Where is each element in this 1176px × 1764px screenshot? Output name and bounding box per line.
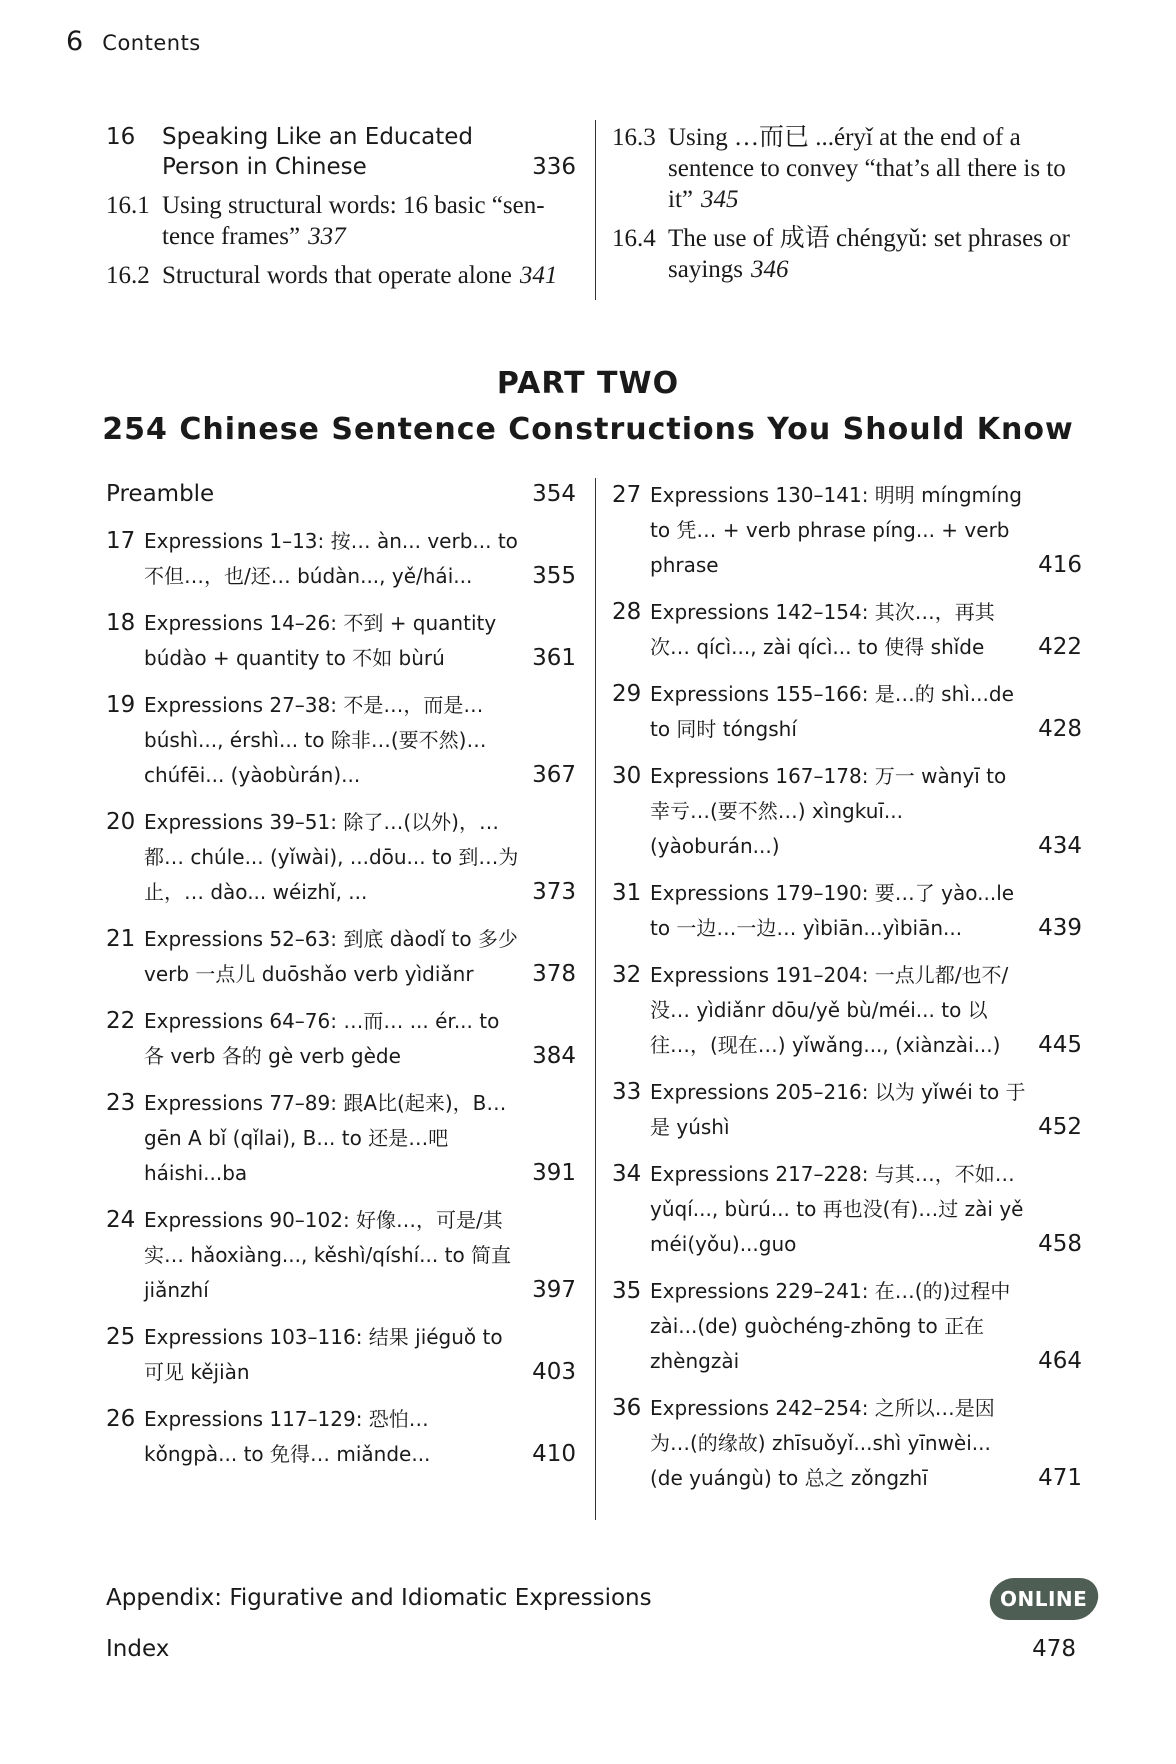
toc-entry[interactable] — [612, 1157, 1082, 1262]
toc-left-column — [106, 478, 576, 1484]
entry-number: 20 — [106, 809, 136, 835]
toc-entry[interactable] — [612, 677, 1082, 747]
entry-text: Expressions 130–141: 明明 míngmíng to 凭… + verb phrase píng... + verb phrase — [650, 483, 1022, 577]
page-number: 6 — [66, 26, 84, 57]
chapter-16-right-column — [612, 122, 1092, 285]
toc-entry[interactable] — [612, 478, 1082, 583]
toc-entry[interactable] — [106, 1086, 576, 1191]
section-16-3[interactable] — [612, 122, 1092, 215]
entry-text: Expressions 179–190: 要…了 yào...le to 一边…一边… yìbiān...yìbiān... — [650, 881, 1015, 940]
chapter-number: 16 — [106, 124, 136, 150]
entry-text: Expressions 39–51: 除了…(以外)，…都… chúle... (yǐwài), ...dōu... to 到…为止，… dào... wéizhǐ, ... — [144, 810, 519, 904]
entry-number: 27 — [612, 482, 642, 508]
toc-entry[interactable] — [106, 1203, 576, 1308]
entry-text: Expressions 14–26: 不到 + quantity búdào + quantity to 不如 bùrú — [144, 611, 497, 670]
part-label: PART TWO — [496, 366, 680, 401]
preamble-label: Preamble — [106, 481, 215, 507]
entry-text: Expressions 217–228: 与其…，不如… yǔqí..., bùrú... to 再也没(有)…过 zài yě méi(yǒu)...guo — [650, 1162, 1024, 1256]
toc-entry[interactable] — [612, 958, 1082, 1063]
toc-entry[interactable] — [106, 1402, 576, 1472]
toc-entry[interactable] — [612, 1391, 1082, 1496]
section-text — [668, 223, 1092, 285]
running-title: Contents — [102, 31, 201, 55]
entry-page: 391 — [532, 1160, 576, 1186]
chapter-16-left-column — [106, 122, 576, 291]
section-number: 16.1 — [106, 192, 150, 219]
entry-number: 30 — [612, 763, 642, 789]
index-label: Index — [106, 1636, 170, 1662]
entry-page: 439 — [1038, 915, 1082, 941]
chapter-16-heading[interactable] — [106, 122, 576, 182]
section-number: 16.2 — [106, 262, 150, 289]
toc-entry[interactable] — [612, 595, 1082, 665]
section-title: Using …而已 ...éryǐ at the end of a sentence to convey “that’s all there is to it” — [668, 124, 1066, 213]
entry-text: Expressions 242–254: 之所以…是因为…(的缘故) zhīsuǒyǐ...shì yīnwèi... (de yuángù) to 总之 zǒngzhī — [650, 1396, 995, 1490]
section-16-4[interactable] — [612, 223, 1092, 285]
toc-entry[interactable] — [612, 759, 1082, 864]
entry-number: 19 — [106, 692, 136, 718]
chapter-page: 336 — [532, 154, 576, 180]
chapter-title-line2: Person in Chinese — [162, 154, 367, 180]
entry-text: Expressions 64–76: …而… ... ér... to 各 verb 各的 gè verb gède — [144, 1009, 500, 1068]
entry-page: 378 — [532, 961, 576, 987]
entry-number: 34 — [612, 1161, 642, 1187]
section-page: 341 — [519, 262, 558, 289]
entry-page: 373 — [532, 879, 576, 905]
toc-entry[interactable] — [106, 688, 576, 793]
toc-entry[interactable] — [106, 524, 576, 594]
index-entry[interactable] — [106, 1636, 1076, 1662]
column-divider — [595, 120, 596, 300]
entry-page: 434 — [1038, 833, 1082, 859]
entry-text: Expressions 103–116: 结果 jiéguǒ to 可见 kějiàn — [144, 1325, 503, 1384]
online-badge[interactable] — [987, 1578, 1101, 1620]
online-badge-label: ONLINE — [1000, 1587, 1088, 1611]
toc-entry[interactable] — [612, 876, 1082, 946]
section-title: Using structural words: 16 basic “sen-tence frames” — [162, 192, 545, 250]
toc-left-list — [106, 524, 576, 1472]
entry-text: Expressions 229–241: 在…(的)过程中 zài...(de) guòchéng-zhōng to 正在 zhèngzài — [650, 1279, 1011, 1373]
entry-text: Expressions 90–102: 好像…，可是/其实… hǎoxiàng..., kěshì/qíshí... to 简直 jiǎnzhí — [144, 1208, 512, 1302]
preamble-page: 354 — [532, 481, 576, 507]
entry-page: 361 — [532, 645, 576, 671]
entry-page: 397 — [532, 1277, 576, 1303]
entry-number: 32 — [612, 962, 642, 988]
entry-page: 445 — [1038, 1032, 1082, 1058]
entry-number: 29 — [612, 681, 642, 707]
entry-page: 452 — [1038, 1114, 1082, 1140]
entry-text: Expressions 27–38: 不是…，而是… búshì..., érshì... to 除非…(要不然)… chúfēi... (yàobùrán)... — [144, 693, 487, 787]
entry-number: 35 — [612, 1278, 642, 1304]
section-page: 345 — [701, 186, 739, 213]
entry-text: Expressions 52–63: 到底 dàodǐ to 多少 verb 一点儿 duōshǎo verb yìdiǎnr — [144, 927, 518, 986]
section-text — [668, 122, 1092, 215]
entry-page: 410 — [532, 1441, 576, 1467]
section-page: 346 — [751, 256, 789, 283]
toc-entry[interactable] — [106, 1320, 576, 1390]
toc-entry[interactable] — [612, 1075, 1082, 1145]
section-number: 16.3 — [612, 124, 656, 151]
entry-text: Expressions 142–154: 其次…，再其次… qícì..., zài qícì... to 使得 shǐde — [650, 600, 995, 659]
section-16-2[interactable] — [106, 260, 576, 291]
entry-page: 384 — [532, 1043, 576, 1069]
section-text — [162, 260, 576, 291]
section-number: 16.4 — [612, 225, 656, 252]
section-page: 337 — [308, 223, 346, 250]
entry-page: 403 — [532, 1359, 576, 1385]
part-title: 254 Chinese Sentence Constructions You Should Know — [102, 412, 1074, 447]
section-text — [162, 190, 576, 252]
chapter-title-line1: Speaking Like an Educated — [162, 124, 474, 150]
toc-entry[interactable] — [106, 922, 576, 992]
entry-number: 23 — [106, 1090, 136, 1116]
entry-text: Expressions 77–89: 跟A比(起来)，B… gēn A bǐ (qǐlai), B... to 还是…吧 háishi...ba — [144, 1091, 507, 1185]
entry-number: 28 — [612, 599, 642, 625]
section-title: Structural words that operate alone — [162, 262, 512, 289]
entry-number: 22 — [106, 1008, 136, 1034]
entry-number: 33 — [612, 1079, 642, 1105]
toc-right-column — [612, 478, 1082, 1508]
entry-number: 18 — [106, 610, 136, 636]
entry-page: 355 — [532, 563, 576, 589]
entry-number: 24 — [106, 1207, 136, 1233]
entry-page: 428 — [1038, 716, 1082, 742]
entry-page: 464 — [1038, 1348, 1082, 1374]
column-divider — [595, 478, 596, 1520]
entry-number: 31 — [612, 880, 642, 906]
entry-text: Expressions 117–129: 恐怕… kǒngpà... to 免得… miǎnde... — [144, 1407, 431, 1466]
entry-page: 471 — [1038, 1465, 1082, 1491]
section-title: The use of 成语 chéngyǔ: set phrases or sayings — [668, 225, 1070, 283]
entry-page: 416 — [1038, 552, 1082, 578]
index-page: 478 — [1032, 1636, 1076, 1662]
entry-text: Expressions 167–178: 万一 wànyī to 幸亏…(要不然…) xìngkuī... (yàoburán...) — [650, 764, 1007, 858]
toc-entry[interactable] — [612, 1274, 1082, 1379]
preamble-entry[interactable] — [106, 478, 576, 510]
entry-text: Expressions 1–13: 按… àn... verb... to 不但…，也/还… búdàn..., yě/hái... — [144, 529, 518, 588]
entry-text: Expressions 205–216: 以为 yǐwéi to 于是 yúshì — [650, 1080, 1026, 1139]
toc-entry[interactable] — [106, 1004, 576, 1074]
entry-text: Expressions 191–204: 一点儿都/也不/没… yìdiǎnr dōu/yě bù/méi... to 以往…，(现在…) yǐwǎng..., (xiànzài...) — [650, 963, 1009, 1057]
toc-entry[interactable] — [106, 805, 576, 910]
chapter-title — [162, 122, 516, 182]
entry-number: 36 — [612, 1395, 642, 1421]
entry-number: 17 — [106, 528, 136, 554]
entry-page: 458 — [1038, 1231, 1082, 1257]
entry-number: 26 — [106, 1406, 136, 1432]
appendix-entry[interactable]: Appendix: Figurative and Idiomatic Expressions — [106, 1585, 652, 1611]
section-16-1[interactable] — [106, 190, 576, 252]
entry-page: 367 — [532, 762, 576, 788]
running-head — [66, 26, 201, 57]
entry-number: 25 — [106, 1324, 136, 1350]
entry-number: 21 — [106, 926, 136, 952]
entry-text: Expressions 155–166: 是…的 shì...de to 同时 tóngshí — [650, 682, 1014, 741]
entry-page: 422 — [1038, 634, 1082, 660]
toc-entry[interactable] — [106, 606, 576, 676]
